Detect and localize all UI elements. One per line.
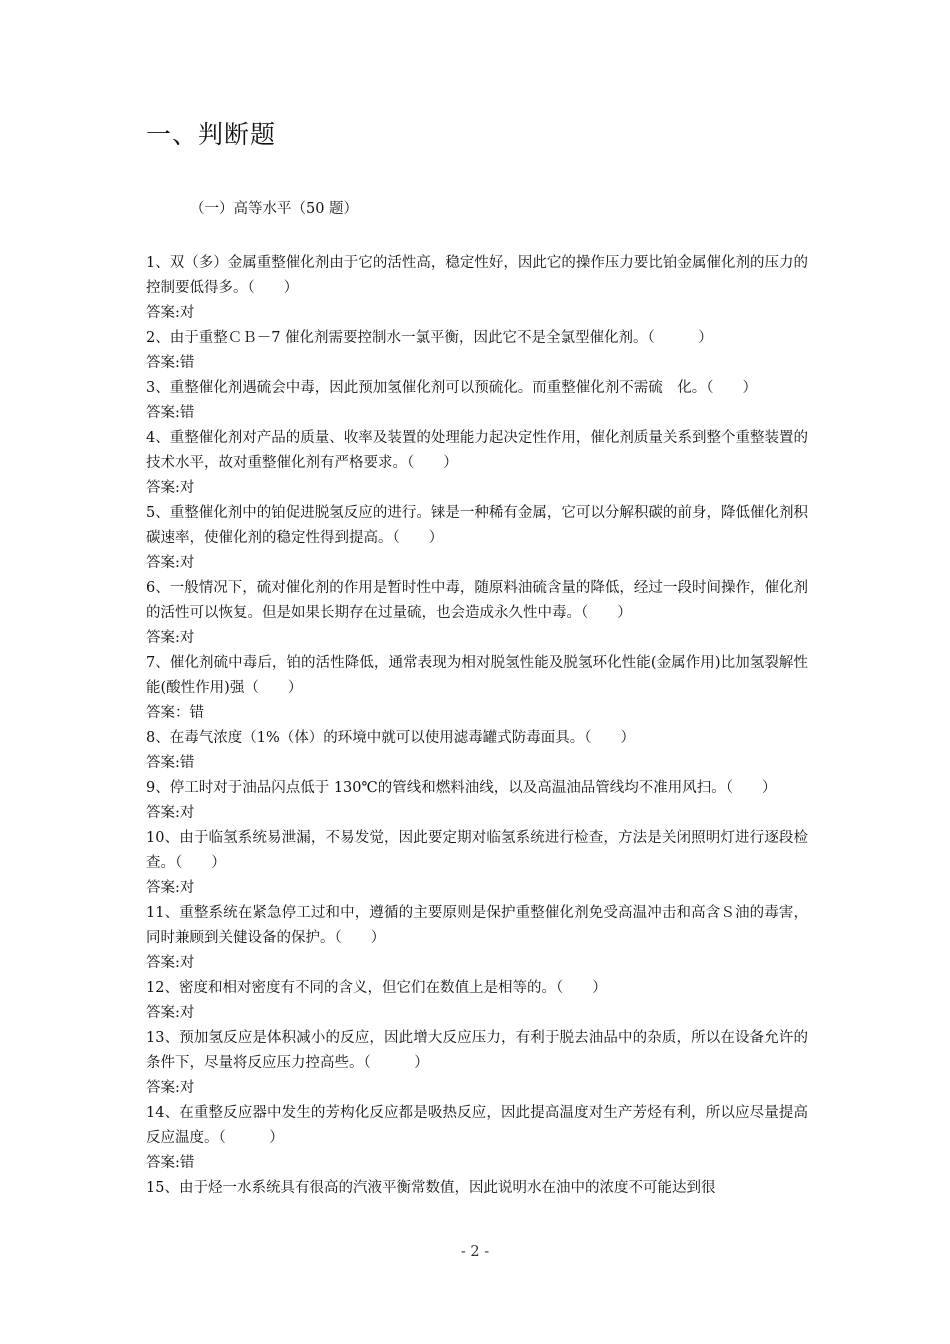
question-item [146, 1026, 808, 1101]
question-text: 5、重整催化剂中的铂促进脱氢反应的进行。铼是一种稀有金属，它可以分解积碳的前身，降低催化剂积碳速率，使催化剂的稳定性得到提高。（ ） [146, 505, 808, 546]
question-text: 11、重整系统在紧急停工过和中，遵循的主要原则是保护重整催化剂免受高温冲击和高含Ｓ油的毒害，同时兼顾到关健设备的保护。（ ） [146, 905, 808, 946]
question-item [146, 826, 808, 901]
question-item [146, 326, 808, 376]
question-text: 15、由于烃一水系统具有很高的汽液平衡常数值，因此说明水在油中的浓度不可能达到很 [146, 1180, 716, 1196]
question-text: 1、双（多）金属重整催化剂由于它的活性高，稳定性好，因此它的操作压力要比铂金属催化剂的压力的控制要低得多。（ ） [146, 255, 808, 296]
question-list [146, 251, 808, 1201]
question-item [146, 1176, 808, 1201]
answer-text: 答案:对 [146, 630, 195, 646]
answer-text: 答案:对 [146, 1080, 195, 1096]
question-item [146, 776, 808, 826]
answer-text: 答案:错 [146, 1155, 195, 1171]
question-text: 3、重整催化剂遇硫会中毒，因此预加氢催化剂可以预硫化。而重整催化剂不需硫 化。（ ） [146, 380, 757, 396]
page-number: - 2 - [460, 1244, 490, 1260]
answer-text: 答案:错 [146, 355, 195, 371]
question-item [146, 901, 808, 976]
question-item [146, 1101, 808, 1176]
answer-text: 答案:对 [146, 305, 195, 321]
answer-text: 答案:错 [146, 405, 195, 421]
question-item [146, 576, 808, 651]
question-text: 8、在毒气浓度（1%（体）的环境中就可以使用滤毒罐式防毒面具。（ ） [146, 730, 635, 746]
question-text: 2、由于重整ＣＢ－7 催化剂需要控制水一氯平衡，因此它不是全氯型催化剂。（ ） [146, 330, 713, 346]
question-item [146, 501, 808, 576]
section-title: 一、判断题 [146, 120, 277, 149]
question-text: 9、停工时对于油品闪点低于 130℃的管线和燃料油线，以及高温油品管线均不准用风扫。（ ） [146, 780, 777, 796]
answer-text: 答案:对 [146, 1005, 195, 1021]
question-item [146, 726, 808, 776]
sub-section-title: （一）高等水平（50 题） [190, 201, 359, 217]
question-item [146, 376, 808, 426]
question-item [146, 976, 808, 1026]
answer-text: 答案:对 [146, 480, 195, 496]
answer-text: 答案:对 [146, 555, 195, 571]
answer-text: 答案:对 [146, 955, 195, 971]
question-text: 4、重整催化剂对产品的质量、收率及装置的处理能力起决定性作用，催化剂质量关系到整个重整装置的技术水平，故对重整催化剂有严格要求。（ ） [146, 430, 808, 471]
answer-text: 答案:对 [146, 880, 195, 896]
question-text: 14、在重整反应器中发生的芳构化反应都是吸热反应，因此提高温度对生产芳烃有利，所以应尽量提高反应温度。（ ） [146, 1105, 808, 1146]
question-text: 7、催化剂硫中毒后，铂的活性降低，通常表现为相对脱氢性能及脱氢环化性能(金属作用)比加氢裂解性能(酸性作用)强（ ） [146, 655, 808, 696]
question-text: 12、密度和相对密度有不同的含义，但它们在数值上是相等的。（ ） [146, 980, 607, 996]
question-item [146, 426, 808, 501]
question-text: 6、一般情况下，硫对催化剂的作用是暂时性中毒，随原料油硫含量的降低，经过一段时间操作，催化剂的活性可以恢复。但是如果长期存在过量硫，也会造成永久性中毒。（ ） [146, 580, 808, 621]
answer-text: 答案：错 [146, 705, 204, 721]
answer-text: 答案:对 [146, 805, 195, 821]
question-item [146, 651, 808, 726]
question-item [146, 251, 808, 326]
question-text: 10、由于临氢系统易泄漏，不易发觉，因此要定期对临氢系统进行检查，方法是关闭照明灯进行逐段检查。（ ） [146, 830, 808, 871]
answer-text: 答案:错 [146, 755, 195, 771]
question-text: 13、预加氢反应是体积减小的反应，因此增大反应压力，有利于脱去油品中的杂质，所以在设备允许的条件下，尽量将反应压力控高些。（ ） [146, 1030, 808, 1071]
